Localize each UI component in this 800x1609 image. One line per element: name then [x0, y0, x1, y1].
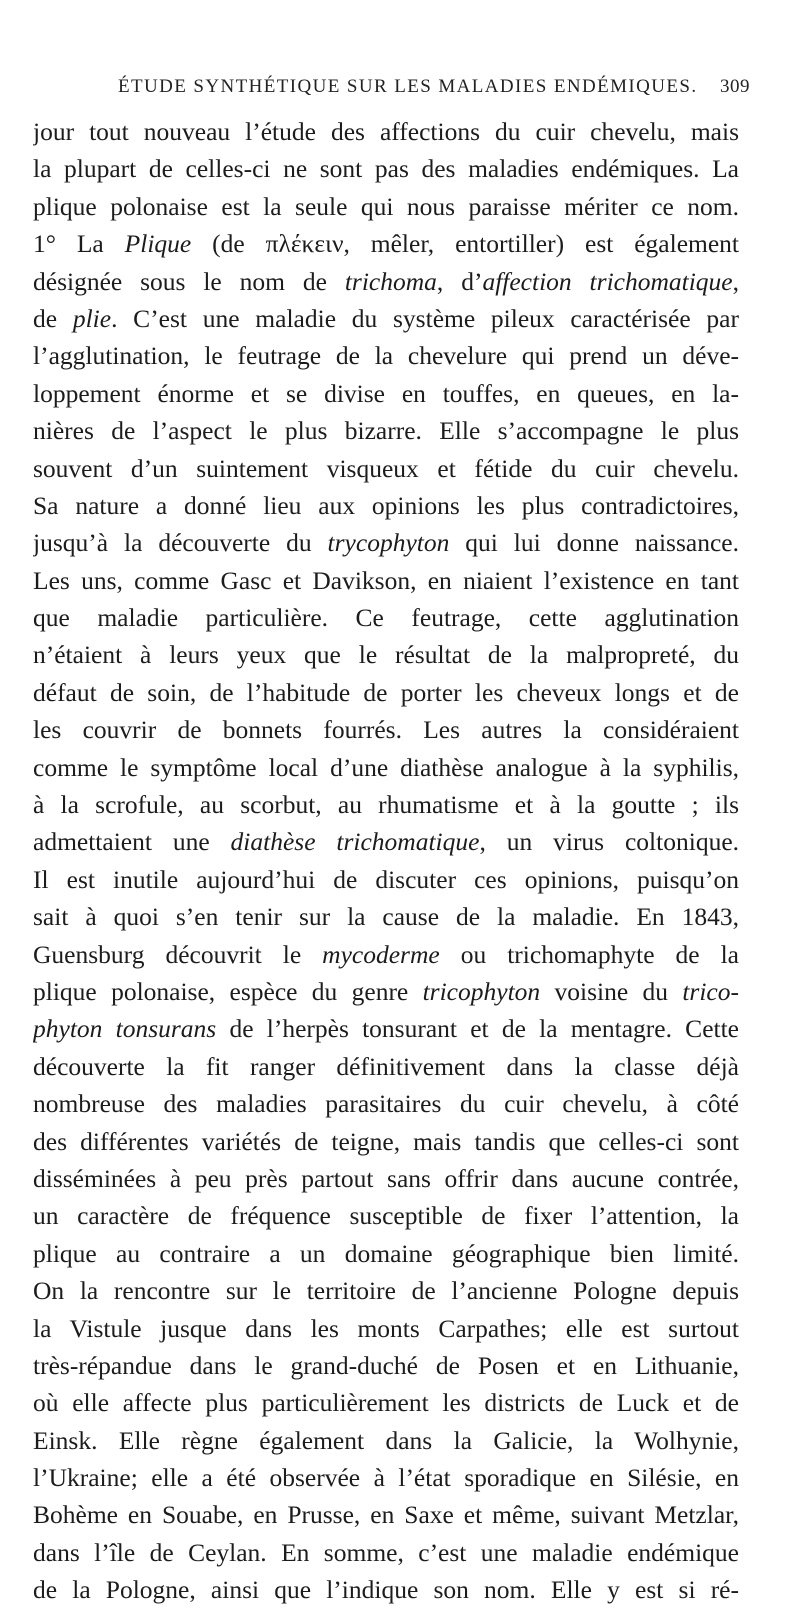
text-run: de — [33, 303, 73, 333]
text-line — [33, 150, 739, 187]
body-text — [33, 113, 739, 1609]
italic-text: affection trichomatique — [482, 266, 733, 296]
text-line — [33, 823, 739, 860]
text-line — [33, 487, 739, 524]
text-run: dans l’île de Ceylan. En somme, c’est une maladie endémique — [33, 1537, 739, 1567]
text-run: (de πλέκειν, mêler, entortiller) est également — [191, 229, 739, 259]
text-line — [33, 225, 739, 262]
text-run: ou trichomaphyte de la — [439, 939, 739, 969]
text-run: des différentes variétés de teigne, mais tandis que celles-ci sont — [33, 1126, 739, 1156]
italic-text: trycophyton — [327, 528, 450, 558]
text-run: Il est inutile aujourd’hui de discuter ces opinions, puisqu’on — [33, 864, 739, 894]
text-line — [33, 749, 739, 786]
text-run: la Vistule jusque dans les monts Carpathes; elle est surtout — [33, 1313, 739, 1343]
text-run: sait à quoi s’en tenir sur la cause de la maladie. En 1843, — [33, 902, 739, 932]
text-run: où elle affecte plus particulièrement les districts de Luck et de — [33, 1388, 739, 1418]
text-line — [33, 636, 739, 673]
text-run: Bohème en Souabe, en Prusse, en Saxe et même, suivant Metzlar, — [33, 1500, 739, 1530]
text-run: On la rencontre sur le territoire de l’ancienne Pologne depuis — [33, 1276, 739, 1306]
text-run: Guensburg découvrit le — [33, 939, 323, 969]
text-line — [33, 898, 739, 935]
text-run: admettaient une — [33, 827, 231, 857]
text-line — [33, 861, 739, 898]
text-run: disséminées à peu près partout sans offrir dans aucune contrée, — [33, 1163, 739, 1193]
text-run: nombreuse des maladies parasitaires du cuir chevelu, à côté — [33, 1089, 739, 1119]
text-run: l’Ukraine; elle a été observée à l’état sporadique en Silésie, en — [33, 1463, 739, 1493]
text-run: de la Pologne, ainsi que l’indique son nom. Elle y est si ré- — [33, 1575, 739, 1605]
text-line — [33, 1085, 739, 1122]
running-head-title: ÉTUDE SYNTHÉTIQUE SUR LES MALADIES ENDÉMIQUES. — [118, 76, 698, 97]
text-run: un caractère de fréquence susceptible de fixer l’attention, la — [33, 1201, 739, 1231]
text-run: , — [732, 266, 739, 296]
text-run: de l’herpès tonsurant et de la mentagre. Cette — [216, 1014, 739, 1044]
text-run: plique au contraire a un domaine géographique bien limité. — [33, 1238, 739, 1268]
text-line — [33, 524, 739, 561]
text-line — [33, 1123, 739, 1160]
text-run: que maladie particulière. Ce feutrage, cette agglutination — [33, 603, 739, 633]
text-line — [33, 599, 739, 636]
text-line — [33, 1160, 739, 1197]
text-line — [33, 263, 739, 300]
text-run: n’étaient à leurs yeux que le résultat de la malpropreté, du — [33, 640, 739, 670]
italic-text: Plique — [124, 229, 192, 259]
text-line — [33, 1235, 739, 1272]
text-line — [33, 1272, 739, 1309]
text-run: la plupart de celles-ci ne sont pas des maladies endémiques. La — [33, 154, 739, 184]
text-run: qui lui donne naissance. — [449, 528, 739, 558]
text-line — [33, 786, 739, 823]
text-run: . C’est une maladie du système pileux caractérisée par — [111, 303, 739, 333]
text-line — [33, 337, 739, 374]
text-run: désignée sous le nom de — [33, 266, 345, 296]
page-number: 309 — [720, 76, 750, 97]
text-run: très-répandue dans le grand-duché de Posen et en Lithuanie, — [33, 1350, 739, 1380]
text-line — [33, 113, 739, 150]
italic-text: tricophyton — [422, 976, 541, 1006]
italic-text: mycoderme — [322, 939, 440, 969]
text-run: Les uns, comme Gasc et Davikson, en niaient l’existence en tant — [33, 565, 739, 595]
text-run: Einsk. Elle règne également dans la Galicie, la Wolhynie, — [33, 1425, 739, 1455]
italic-text: trico- — [682, 976, 739, 1006]
running-head — [118, 76, 750, 104]
text-line — [33, 1534, 739, 1571]
italic-text: plie — [72, 303, 112, 333]
text-line — [33, 1496, 739, 1533]
text-run: souvent d’un suintement visqueux et fétide du cuir chevelu. — [33, 453, 739, 483]
text-run: nières de l’aspect le plus bizarre. Elle s’accompagne le plus — [33, 416, 739, 446]
text-run: jour tout nouveau l’étude des affections du cuir chevelu, mais — [33, 117, 739, 146]
text-run: plique polonaise, espèce du genre — [33, 976, 423, 1006]
text-run: 1° La — [33, 229, 125, 259]
text-line — [33, 1010, 739, 1047]
text-line — [33, 300, 739, 337]
italic-text: trichoma — [344, 266, 437, 296]
text-line — [33, 188, 739, 225]
text-run: comme le symptôme local d’une diathèse analogue à la syphilis, — [33, 752, 739, 782]
text-line — [33, 1197, 739, 1234]
text-run: défaut de soin, de l’habitude de porter les cheveux longs et de — [33, 677, 739, 707]
text-line — [33, 412, 739, 449]
text-run: Sa nature a donné lieu aux opinions les plus contradictoires, — [33, 490, 739, 520]
italic-text: diathèse trichomatique — [230, 827, 480, 857]
text-run: voisine du — [540, 976, 683, 1006]
text-run: , d’ — [436, 266, 483, 296]
text-run: à la scrofule, au scorbut, au rhumatisme et à la goutte ; ils — [33, 790, 739, 820]
text-line — [33, 936, 739, 973]
text-line — [33, 674, 739, 711]
text-line — [33, 973, 739, 1010]
text-line — [33, 1422, 739, 1459]
text-line — [33, 1459, 739, 1496]
text-line — [33, 1048, 739, 1085]
text-line — [33, 1347, 739, 1384]
text-run: , un virus coltonique. — [479, 827, 739, 857]
text-run: loppement énorme et se divise en touffes, en queues, en la- — [33, 378, 739, 408]
text-line — [33, 1384, 739, 1421]
text-line — [33, 1571, 739, 1608]
text-run: les couvrir de bonnets fourrés. Les autres la considéraient — [33, 715, 739, 745]
text-line — [33, 711, 739, 748]
italic-text: phyton tonsurans — [33, 1014, 217, 1044]
text-line — [33, 1310, 739, 1347]
text-run: découverte la fit ranger définitivement dans la classe déjà — [33, 1051, 739, 1081]
text-line — [33, 562, 739, 599]
text-line — [33, 450, 739, 487]
text-line — [33, 375, 739, 412]
text-run: jusqu’à la découverte du — [33, 528, 328, 558]
text-run: plique polonaise est la seule qui nous paraisse mériter ce nom. — [33, 191, 739, 221]
text-run: l’agglutination, le feutrage de la chevelure qui prend un déve- — [33, 341, 739, 371]
